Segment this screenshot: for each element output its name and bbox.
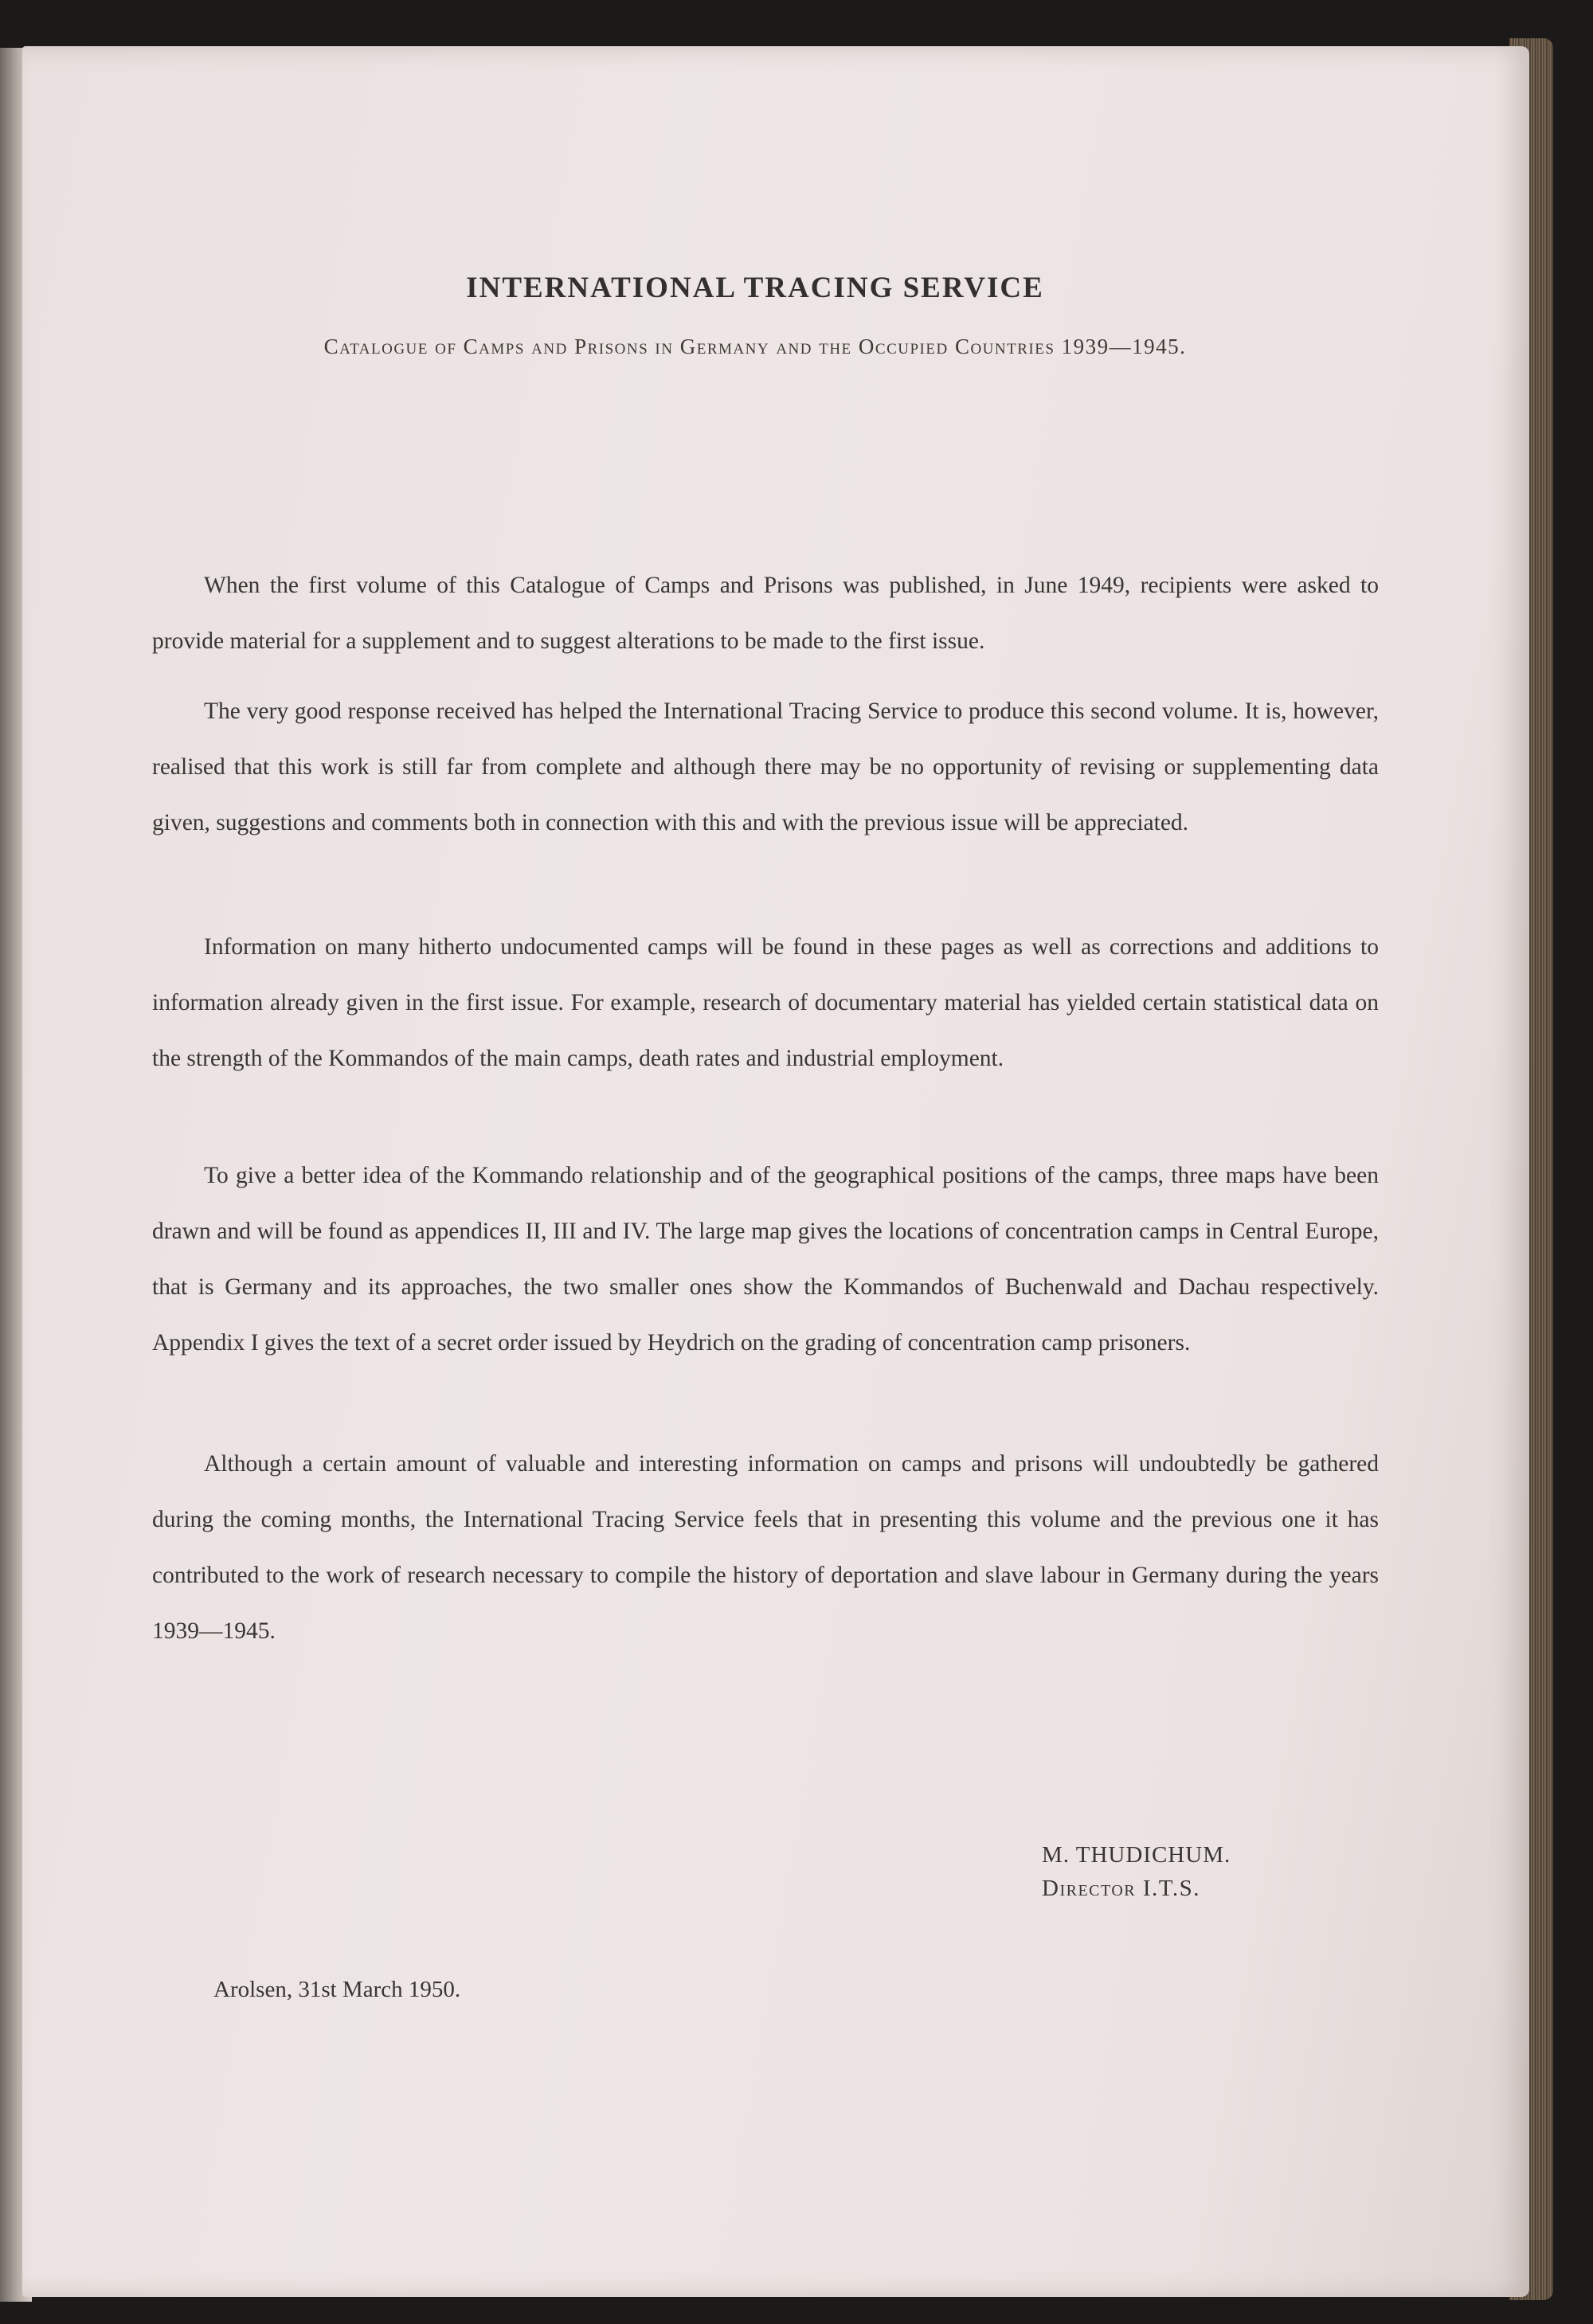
page-sheet xyxy=(22,46,1529,2297)
paragraph-2: The very good response received has helped the International Tracing Service to produce this second volume. It is, however, realised that this work is still far from complete and although there may be no opportunity of revising or supplementing data given, suggestions and comments both in connection with this and with the previous issue will be appreciated. xyxy=(152,698,1379,835)
paragraph-1: When the first volume of this Catalogue of Camps and Prisons was published, in June 1949, recipients were asked to provide material for a supplement and to suggest alterations to be made to the first issue. xyxy=(152,573,1379,654)
place-and-date: Arolsen, 31st March 1950. xyxy=(213,1977,461,2002)
signature-block xyxy=(1042,1838,1231,1905)
page-subtitle: Catalogue of Camps and Prisons in Germany and the Occupied Countries 1939—1945. xyxy=(323,335,1187,358)
paragraph-3: Information on many hitherto undocumented camps will be found in these pages as well as corrections and additions to information already given in the first issue. For example, research of documentary material has yielded certain statistical data on the strength of the Kommandos of the main camps, death rates and industrial employment. xyxy=(152,934,1379,1071)
signatory-name: M. THUDICHUM. xyxy=(1042,1842,1231,1868)
paragraph-5: Although a certain amount of valuable and interesting information on camps and prisons will undoubtedly be gathered during the coming months, the International Tracing Service feels that in presenting this volume and the previous one it has contributed to the work of research necessary to compile the history of deportation and slave labour in Germany during the years 1939—1945. xyxy=(152,1451,1379,1644)
page-title: INTERNATIONAL TRACING SERVICE xyxy=(466,272,1044,304)
paragraph-4: To give a better idea of the Kommando relationship and of the geographical positions of the camps, three maps have been drawn and will be found as appendices II, III and IV. The large map gives the locations of concentration camps in Central Europe, that is Germany and its approaches, the two smaller ones show the Kommandos of Buchenwald and Dachau respectively. Appendix I gives the text of a secret order issued by Heydrich on the grading of concentration camp prisoners. xyxy=(152,1163,1379,1356)
signatory-title: Director I.T.S. xyxy=(1042,1876,1200,1901)
